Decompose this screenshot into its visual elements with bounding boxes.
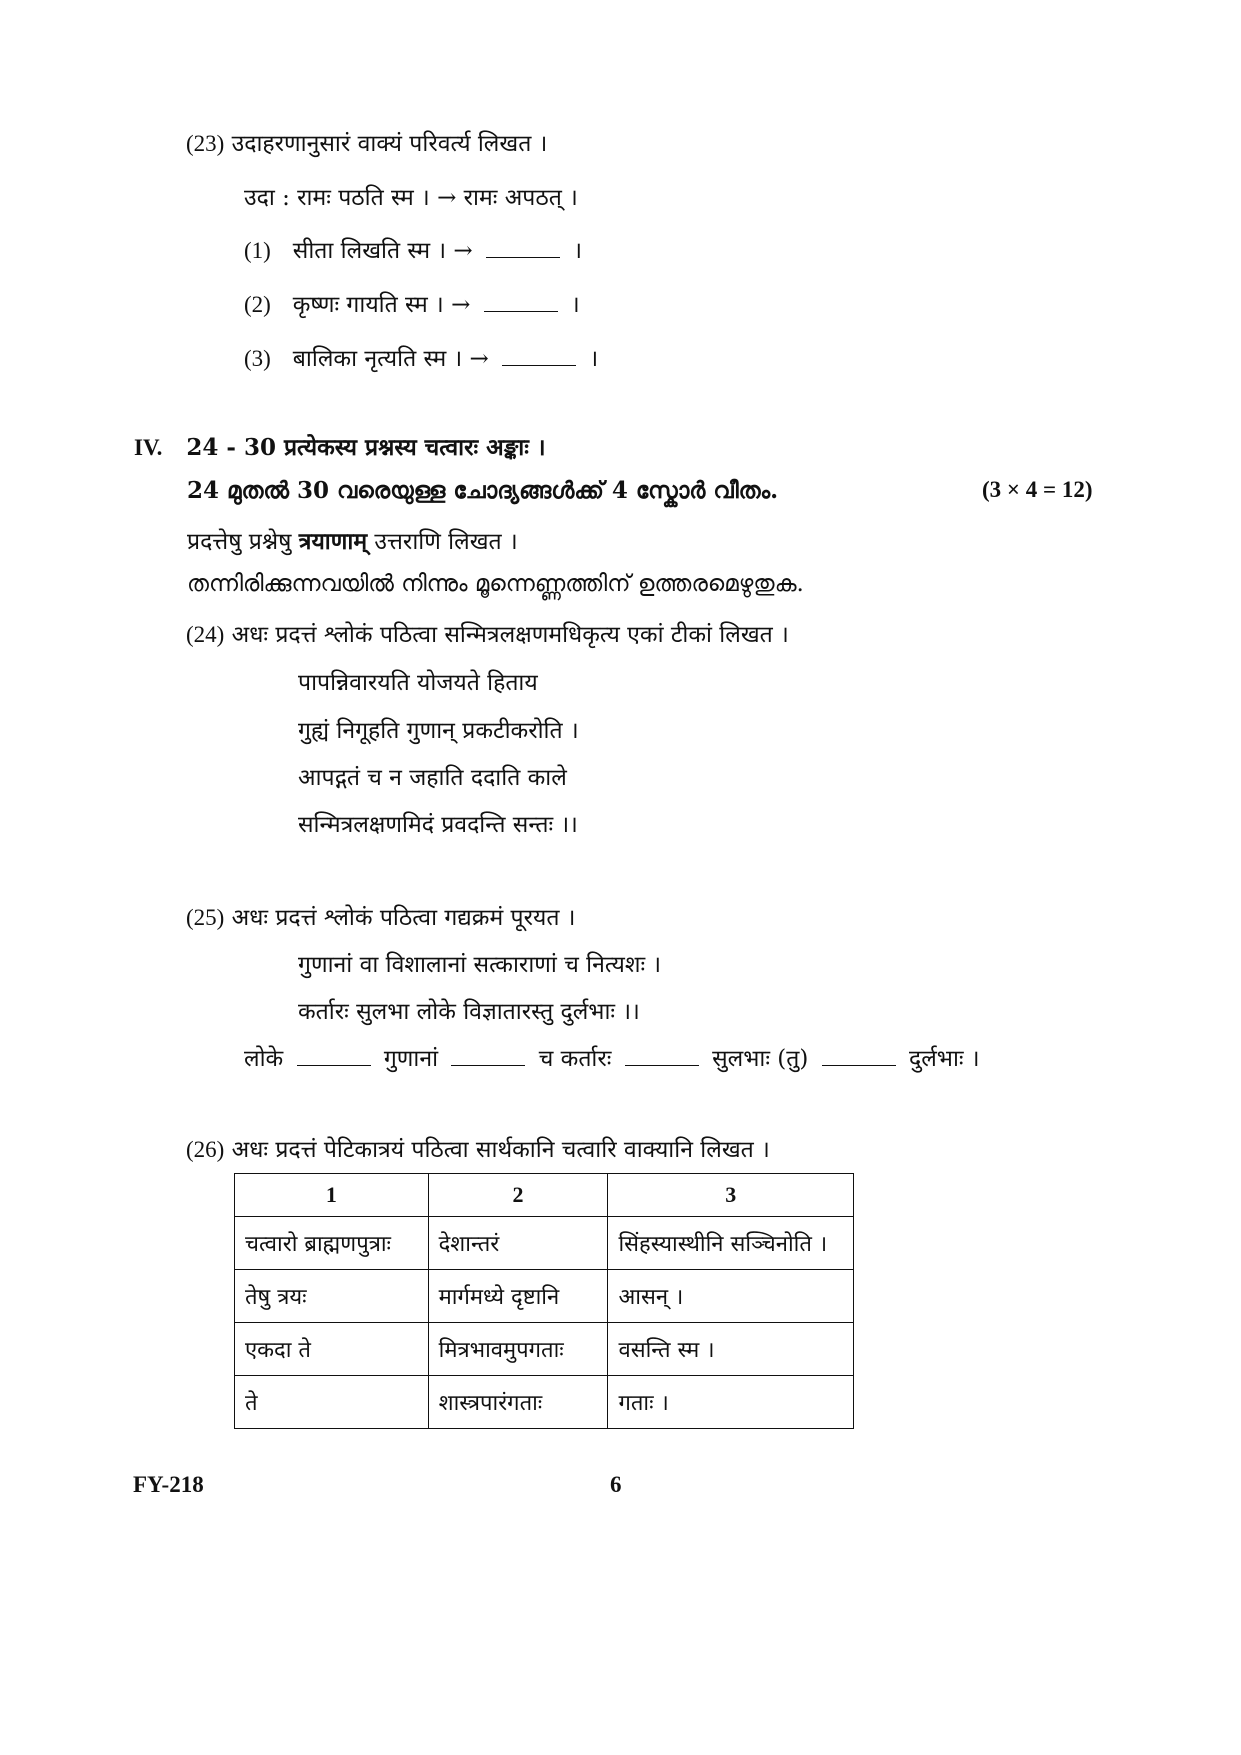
table-header: 2 — [428, 1174, 608, 1217]
question-number: (26) — [186, 1137, 225, 1162]
question-number: (25) — [186, 905, 225, 930]
table-header: 3 — [608, 1174, 854, 1217]
question-23 — [186, 126, 547, 158]
verse-line: कर्तारः सुलभा लोके विज्ञातारस्तु दुर्लभाः ।। — [298, 999, 640, 1025]
instruction-emphasis: त्रयाणाम् — [298, 528, 368, 555]
question-25 — [186, 900, 575, 932]
verse-line: पापन्निवारयति योजयते हिताय — [298, 670, 538, 696]
table-row — [235, 1217, 854, 1270]
item-text: सीता लिखति स्म । → — [292, 238, 473, 264]
table-row — [235, 1270, 854, 1323]
q23-item-2 — [244, 287, 580, 319]
prose-word: च कर्तारः — [538, 1046, 612, 1072]
instruction-text: प्रदत्तेषु प्रश्नेषु — [187, 529, 292, 555]
prose-order-line — [244, 1041, 980, 1073]
prose-word: दुर्लभाः । — [908, 1046, 980, 1072]
table-cell: सिंहस्यास्थीनि सञ्चिनोति । — [608, 1217, 854, 1270]
section-heading-malayalam: 24 മുതൽ 30 വരെയുള്ള ചോദ്യങ്ങൾക്ക് 4 സ്കോർ വീതം. — [187, 477, 779, 504]
question-24 — [186, 617, 789, 649]
section-marks: (3 × 4 = 12) — [982, 477, 1093, 502]
q23-item-1 — [244, 233, 582, 265]
table-cell: देशान्तरं — [428, 1217, 608, 1270]
answer-blank — [451, 1064, 525, 1066]
item-end: । — [573, 238, 583, 264]
section-instruction — [187, 524, 518, 556]
section-heading — [134, 430, 546, 462]
question-number: (24) — [186, 622, 225, 647]
verse-line: आपद्गतं च न जहाति ददाति काले — [298, 765, 567, 791]
question-instruction: उदाहरणानुसारं वाक्यं परिवर्त्य लिखत । — [231, 131, 548, 157]
item-text: कृष्णः गायति स्म । → — [292, 292, 471, 318]
table-header-row — [235, 1174, 854, 1217]
paper-code: FY-218 — [133, 1472, 204, 1497]
table-cell: चत्वारो ब्राह्मणपुत्राः — [235, 1217, 429, 1270]
section-instruction-malayalam: തന്നിരിക്കുന്നവയിൽ നിന്നും മൂന്നെണ്ണത്തിന് ഉത്തരമെഴുതുക. — [187, 571, 804, 597]
table-cell: मार्गमध्ये दृष्टानि — [428, 1270, 608, 1323]
prose-word: लोके — [244, 1046, 284, 1072]
answer-blank — [625, 1064, 699, 1066]
example-line: उदा : रामः पठति स्म । → रामः अपठत् । — [244, 185, 578, 211]
box-table — [234, 1173, 854, 1429]
answer-blank — [502, 364, 576, 366]
item-text: बालिका नृत्यति स्म । → — [292, 346, 489, 372]
q23-item-3 — [244, 341, 598, 373]
answer-blank — [486, 256, 560, 258]
table-row — [235, 1376, 854, 1429]
table-cell: वसन्ति स्म । — [608, 1323, 854, 1376]
answer-blank — [484, 310, 558, 312]
section-heading-text: 24 - 30 प्रत्येकस्य प्रश्नस्य चत्वारः अङ्काः । — [186, 434, 546, 461]
table-cell: ते — [235, 1376, 429, 1429]
question-26 — [186, 1132, 770, 1164]
item-end: । — [570, 292, 580, 318]
table-row — [235, 1323, 854, 1376]
table-cell: तेषु त्रयः — [235, 1270, 429, 1323]
answer-blank — [822, 1064, 896, 1066]
verse-line: गुह्यं निगूहति गुणान् प्रकटीकरोति । — [298, 718, 579, 744]
table-cell: शास्त्रपारंगताः — [428, 1376, 608, 1429]
question-instruction: अधः प्रदत्तं श्लोकं पठित्वा गद्यक्रमं पूरयत । — [231, 905, 576, 931]
prose-word: गुणानां — [383, 1046, 439, 1072]
question-instruction: अधः प्रदत्तं पेटिकात्रयं पठित्वा सार्थकानि चत्वारि वाक्यानि लिखत । — [231, 1137, 770, 1163]
section-roman: IV. — [134, 435, 163, 460]
table-cell: एकदा ते — [235, 1323, 429, 1376]
verse-line: गुणानां वा विशालानां सत्काराणां च नित्यशः । — [298, 952, 662, 978]
item-number: (3) — [244, 346, 271, 371]
table-cell: आसन् । — [608, 1270, 854, 1323]
item-number: (1) — [244, 238, 271, 263]
verse-line: सन्मित्रलक्षणमिदं प्रवदन्ति सन्तः ।। — [298, 812, 578, 838]
table-cell: गताः । — [608, 1376, 854, 1429]
instruction-text-end: उत्तराणि लिखत । — [374, 529, 518, 555]
question-number: (23) — [186, 131, 225, 156]
table-header: 1 — [235, 1174, 429, 1217]
item-end: । — [589, 346, 599, 372]
page-number: 6 — [610, 1472, 622, 1497]
question-instruction: अधः प्रदत्तं श्लोकं पठित्वा सन्मित्रलक्षणमधिकृत्य एकां टीकां लिखत । — [231, 622, 789, 648]
answer-blank — [297, 1064, 371, 1066]
table-cell: मित्रभावमुपगताः — [428, 1323, 608, 1376]
item-number: (2) — [244, 292, 271, 317]
prose-word: सुलभाः (तु) — [712, 1046, 809, 1072]
